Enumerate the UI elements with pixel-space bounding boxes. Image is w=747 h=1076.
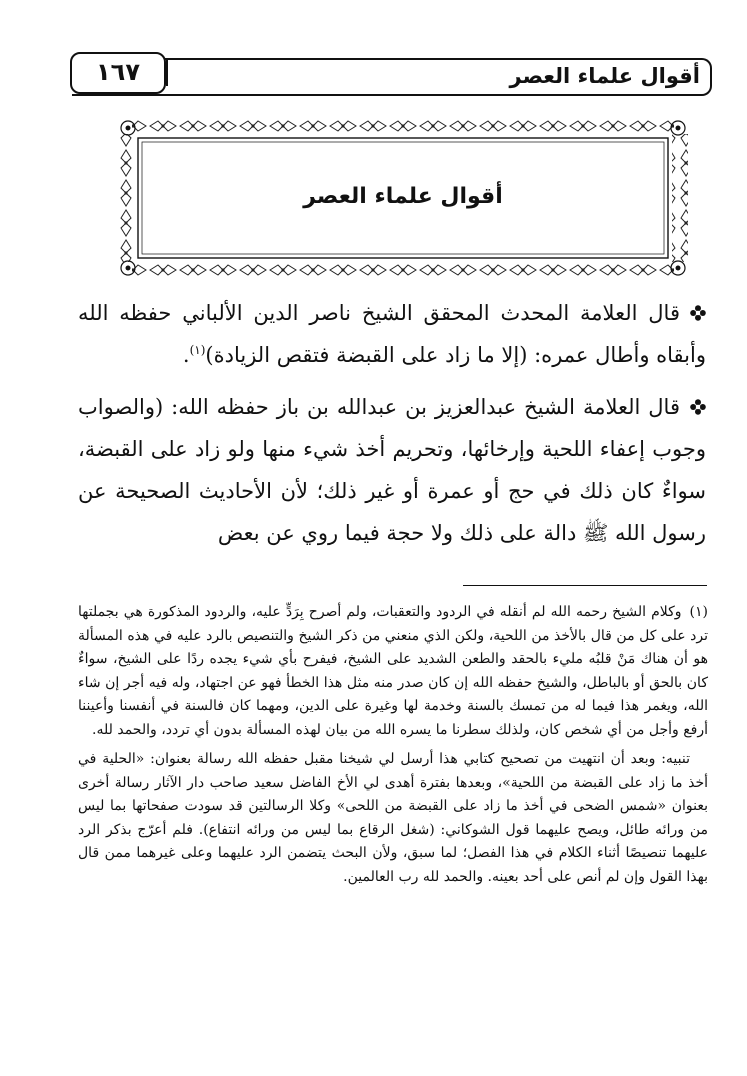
page-number: ١٦٧ — [96, 58, 140, 86]
footnote-reference: (١) — [189, 343, 206, 357]
paragraph-text: قال العلامة الشيخ عبدالعزيز بن عبدالله بن باز حفظه الله: (والصواب وجوب إعفاء اللحية وإرخائها، وتحريم أخذ شيء منها ولو زاد على القبضة، سواءٌ كان ذلك في حج أو عمرة أو غير ذلك؛ لأن الأحاديث الصحيحة عن رسول الله ﷺ دالة على ذلك ولا حجة فيما روي عن بعض — [78, 395, 706, 545]
footnote-number: (١) — [689, 604, 708, 620]
flower-bullet-icon — [690, 305, 706, 321]
body-paragraph — [78, 292, 706, 376]
paragraph-text: قال العلامة المحدث المحقق الشيخ ناصر الدين الألباني حفظه الله وأبقاه وأطال عمره: (إلا ما زاد على القبضة فتقص الزيادة) — [78, 301, 706, 367]
running-title: أقوال علماء العصر — [509, 64, 700, 88]
footnote-1 — [78, 601, 708, 742]
chapter-title: أقوال علماء العصر — [303, 184, 503, 209]
chapter-title-frame — [118, 118, 688, 278]
paragraph-end: . — [182, 343, 190, 367]
footnotes — [78, 601, 708, 889]
flower-bullet-icon — [690, 399, 706, 415]
footnote-divider — [463, 585, 707, 586]
footnote-note: تنبيه: وبعد أن انتهيت من تصحيح كتابي هذا أرسل لي شيخنا مقبل حفظه الله رسالة بعنوان: «الحلية في أخذ ما زاد على القبضة من اللحية»، وبعدها بفترة أهدى لي الأخ الفاضل سعيد صاحب دار الآثار رسالة أخرى بعنوان «شمس الضحى في أخذ ما زاد على القبضة من اللحى» وكلا الرسالتين قد سودت صفحاتها بما ليس من ورائه طائل، ويصح عليهما قول الشوكاني: (شغل الرقاع بما ليس من ورائه انتفاع). فلم أعرّج بذكر الرد عليهما تنصيصًا أثناء الكلام في هذا الفصل؛ لما سبق، ولأن البحث يتضمن الرد عليهما وعلى غيرهما ممن قال بهذا القول وإن لم أنص على أحد بعينه. والحمد لله رب العالمين. — [78, 751, 708, 885]
running-header — [72, 58, 712, 96]
page-number-box — [70, 52, 166, 94]
footnote-text: وكلام الشيخ رحمه الله لم أنقله في الردود والتعقبات، ولم أصرح بِرَدٍّ عليه، والردود المذكورة هي بجملتها ترد على كل من قال بالأخذ من اللحية، ولكن الذي منعني من ذكر الشيخ والتنصيص بالرد عليه في هذه المسألة هو أن هناك مَنْ قلبُه مليء بالحقد والطعن الشديد على الشيخ، فيفرح بأي شيء يجده ردًا على الشيخ، سواءٌ كان بالحق أو بالباطل، والشيخ حفظه الله إن كان صدر منه مثل هذا الخطأ فهو عن اجتهاد، وله فيه أجر إن شاء الله، ويغمر هذا فيما له من تمسك بالسنة وخدمة لها وغيرة على الدين، ومهما كان فالسنة في أنفسنا وأعيننا أرفع وأجل من أي شخص كان، ولذلك سطرنا ما يسره الله من بيان لهذه المسألة بدون أي تردد، والحمد لله. — [78, 604, 708, 738]
body-paragraph — [78, 386, 706, 554]
